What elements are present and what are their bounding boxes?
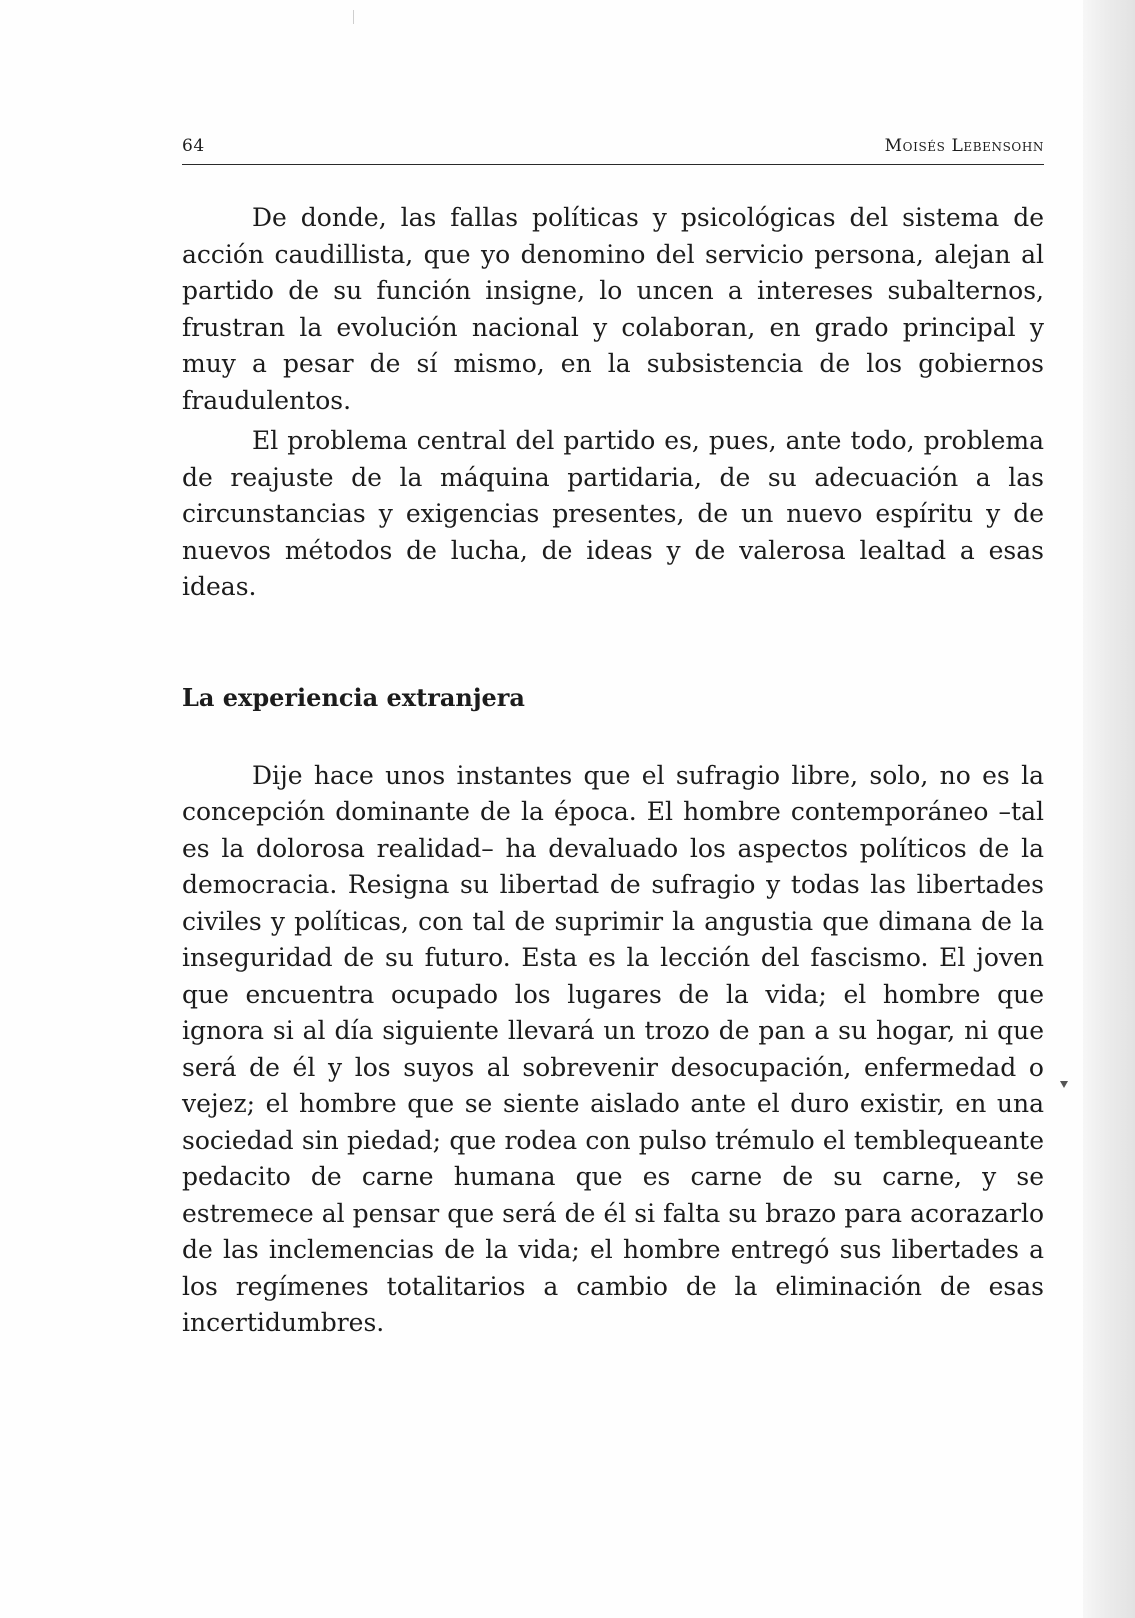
page-edge-shadow: [1083, 0, 1135, 1618]
section-paragraph: Dije hace unos instantes que el sufragio libre, solo, no es la concepción dominante de la época. El hombre contemporáneo –tal es la dolorosa realidad– ha devaluado los aspectos políticos de la democracia. Resigna su libertad de sufragio y todas las libertades civiles y políticas, con tal de suprimir la angustia que dimana de la inseguridad de su futuro. Esta es la lección del fascismo. El joven que encuentra ocupado los lugares de la vida; el hombre que ignora si al día siguiente llevará un trozo de pan a su hogar, ni que será de él y los suyos al sobrevenir desocupación, enfermedad o vejez; el hombre que se siente aislado ante el duro existir, en una sociedad sin piedad; que rodea con pulso trémulo el temblequeante pedacito de carne humana que es carne de su carne, y se estremece al pensar que será de él si falta su brazo para acorazarlo de las inclemencias de la vida; el hombre entregó sus libertades a los regímenes totalitarios a cambio de la eliminación de esas incertidumbres.: [182, 760, 1044, 1337]
ink-speck: [1060, 1081, 1068, 1088]
paragraph-2: El problema central del partido es, pues, ante todo, problema de reajuste de la máquina partidaria, de su adecuación a las circunstancias y exigencias presentes, de un nuevo espíritu y de nuevos métodos de lucha, de ideas y de valerosa lealtad a esas ideas.: [182, 426, 1044, 601]
gutter-mark: [353, 10, 354, 24]
paragraph-1: De donde, las fallas políticas y psicológicas del sistema de acción caudillista, que yo denomino del servicio persona, alejan al partido de su función insigne, lo uncen a intereses subalternos, frustran la evolución nacional y colaboran, en grado principal y muy a pesar de sí mismo, en la subsistencia de los gobiernos fraudulentos.: [182, 203, 1044, 415]
page-number: 64: [182, 136, 205, 156]
section-heading: La experiencia extranjera: [182, 682, 525, 712]
running-head-author: Moisés Lebensohn: [884, 136, 1044, 156]
running-head: [182, 134, 1044, 165]
body-text: [182, 200, 1044, 1342]
